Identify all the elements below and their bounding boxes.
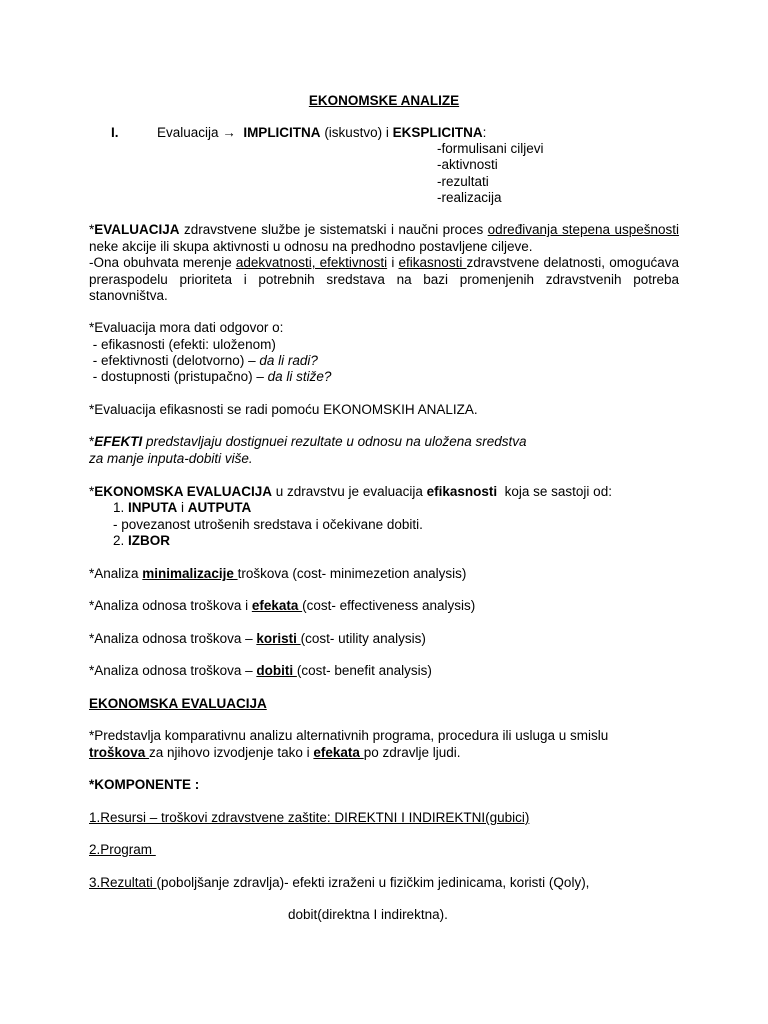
- list-item: -formulisani ciljevi: [437, 141, 544, 156]
- arrow-icon: →: [222, 125, 236, 140]
- komponenta-item: 2.Program: [89, 842, 156, 857]
- obuhvata-paragraph: -Ona obuhvata merenje adekvatnosti, efektivnosti i efikasnosti zdravstvene delatnosti, omogućava preraspodelu prioriteta i potrebnih sredstava na bazi promenjenih zdravstvenih potreba stanovništva.: [89, 255, 679, 303]
- ekonomska-evaluacija-line: *EKONOMSKA EVALUACIJA u zdravstvu je evaluacija efikasnosti koja se sastoji od:: [89, 484, 612, 499]
- efikasnost-line: *Evaluacija efikasnosti se radi pomoću EKONOMSKIH ANALIZA.: [89, 402, 478, 417]
- komponente-heading: *KOMPONENTE :: [89, 777, 200, 792]
- numbered-subitem: - povezanost utrošenih sredstava i očekivane dobiti.: [113, 517, 423, 532]
- odgovor-item: - efikasnosti (efekti: uloženom): [89, 337, 276, 352]
- numbered-item: 1. INPUTA i AUTPUTA: [113, 500, 252, 515]
- numbered-item: 2. IZBOR: [113, 533, 171, 548]
- section-number: I.: [111, 125, 119, 140]
- analiza-line: *Analiza minimalizacije troškova (cost- minimezetion analysis): [89, 566, 467, 581]
- odgovor-item: - efektivnosti (delotvorno) – da li radi?: [89, 353, 318, 368]
- analiza-line: *Analiza odnosa troškova i efekata (cost- effectiveness analysis): [89, 598, 476, 613]
- komponenta-item: 1.Resursi – troškovi zdravstvene zaštite: DIREKTNI I INDIREKTNI(gubici): [89, 810, 530, 825]
- list-item: -rezultati: [437, 174, 489, 189]
- efekti-line: *EFEKTI predstavljaju dostignuei rezultate u odnosu na uložena sredstva: [89, 434, 527, 449]
- odgovor-intro: *Evaluacija mora dati odgovor o:: [89, 320, 284, 335]
- efekti-line-2: za manje inputa-dobiti više.: [89, 451, 253, 466]
- predstavlja-line-2: troškova za njihovo izvodjenje tako i efekata po zdravlje ljudi.: [89, 745, 461, 760]
- section-heading: EKONOMSKA EVALUACIJA: [89, 696, 267, 711]
- analiza-line: *Analiza odnosa troškova – koristi (cost- utility analysis): [89, 631, 426, 646]
- evaluacija-line: Evaluacija → IMPLICITNA (iskustvo) i EKSPLICITNA:: [157, 125, 487, 140]
- komponenta-item-continued: dobit(direktna I indirektna).: [288, 907, 448, 922]
- komponenta-item: 3.Rezultati (poboljšanje zdravlja)- efekti izraženi u fizičkim jedinicama, koristi (Qoly),: [89, 875, 590, 890]
- odgovor-item: - dostupnosti (pristupačno) – da li stiže?: [89, 369, 332, 384]
- document-title: EKONOMSKE ANALIZE: [308, 93, 460, 108]
- list-item: -aktivnosti: [437, 157, 498, 172]
- list-item: -realizacija: [437, 190, 502, 205]
- evaluacija-definition: *EVALUACIJA zdravstvene službe je sistematski i naučni proces određivanja stepena uspešnosti neke akcije ili skupa aktivnosti u odnosu na predhodno postavljene ciljeve.: [89, 222, 679, 254]
- predstavlja-line: *Predstavlja komparativnu analizu alternativnih programa, procedura ili usluga u smislu: [89, 728, 609, 743]
- analiza-line: *Analiza odnosa troškova – dobiti (cost- benefit analysis): [89, 663, 432, 678]
